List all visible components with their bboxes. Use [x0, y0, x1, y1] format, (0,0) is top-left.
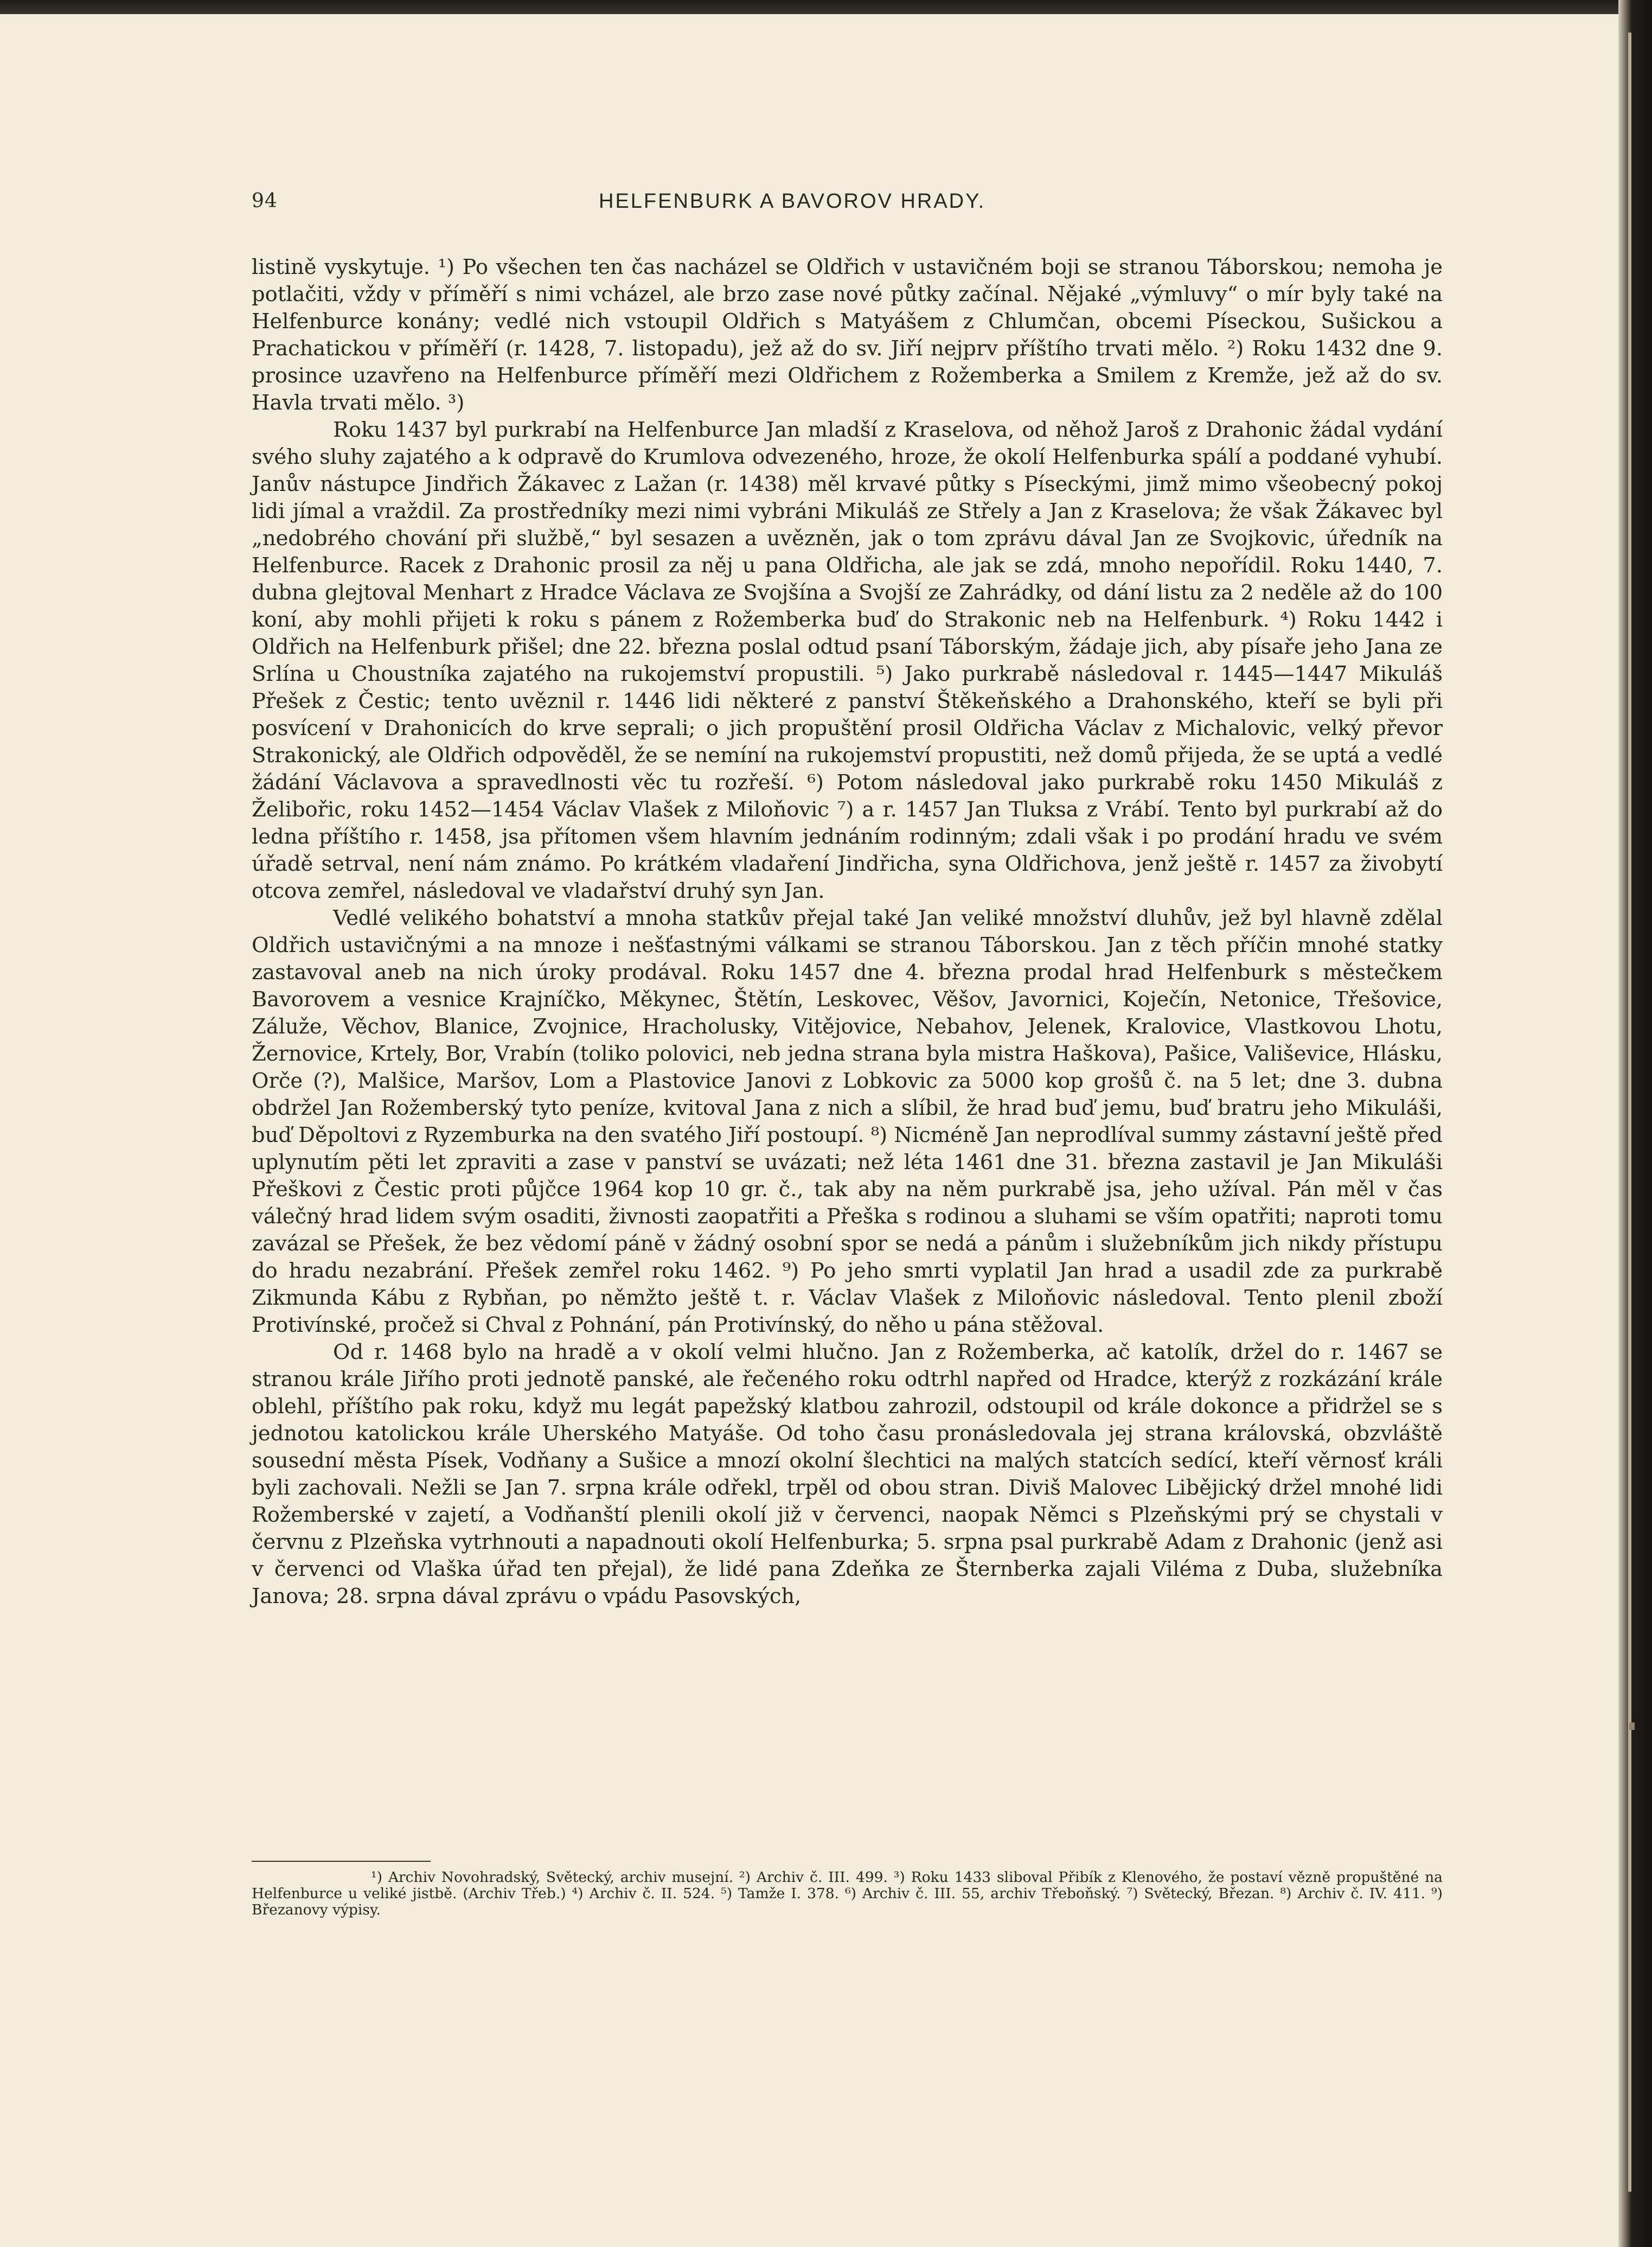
footnote-text: ¹) Archiv Novohradský, Světecký, archiv musejní. ²) Archiv č. III. 499. ³) Roku 1433 sliboval Přibík z Klenového, že postaví vězně propuštěné na Helfenburce u veliké jistbě. (Archiv Třeb.) ⁴) Archiv č. II. 524. ⁵) Tamže I. 378. ⁶) Archiv č. III. 55, archiv Třeboňský. ⁷) Světecký, Březan. ⁸) Archiv č. IV. 411. ⁹) Březanovy výpisy.: [252, 1869, 1443, 1918]
paragraph-4: Od r. 1468 bylo na hradě a v okolí velmi hlučno. Jan z Rožemberka, ač katolík, držel do r. 1467 se stranou krále Jiřího proti jednotě panské, ale řečeného roku odtrhl napřed od Hradce, kterýž z rozkázání krále oblehl, příštího pak roku, když mu legát papežský klatbou zahrozil, odstoupil od krále dokonce a přidržel se s jednotou katolickou krále Uherského Matyáše. Od toho času pronásledovala jej strana královská, obzvláště sousední města Písek, Vodňany a Sušice a mnozí okolní šlechtici na malých statcích sedící, kteří věrnosť králi byli zachovali. Nežli se Jan 7. srpna krále odřekl, trpěl od obou stran. Diviš Malovec Libějický držel mnohé lidi Rožemberské v zajetí, a Vodňanští plenili okolí již v červenci, naopak Němci s Plzeňskými prý se chystali v červnu z Plzeňska vytrhnouti a napadnouti okolí Helfenburka; 5. srpna psal purkrabě Adam z Drahonic (jenž asi v červenci od Vlaška úřad ten přejal), že lidé pana Zdeňka ze Šternberka zajali Viléma z Duba, služebníka Janova; 28. srpna dával zprávu o vpádu Pasovských,: [252, 1340, 1443, 1608]
scan-right-edge: [1618, 0, 1652, 2247]
paragraph-3: Vedlé velikého bohatství a mnoha statkův přejal také Jan veliké množství dluhův, jež byl hlavně zdělal Oldřich ustavičnými a na mnoze i nešťastnými válkami se stranou Táborskou. Jan z těch příčin mnohé statky zastavoval aneb na nich úroky prodával. Roku 1457 dne 4. března prodal hrad Helfenburk s městečkem Bavorovem a vesnice Krajníčko, Měkynec, Štětín, Leskovec, Věšov, Javornici, Koječín, Netonice, Třešovice, Záluže, Věchov, Blanice, Zvojnice, Hracholusky, Vitějovice, Nebahov, Jelenek, Kralovice, Vlastkovou Lhotu, Žernovice, Krtely, Bor, Vrabín (toliko polovici, neb jedna strana byla mistra Haškova), Pašice, Vališevice, Hlásku, Orče (?), Malšice, Maršov, Lom a Plastovice Janovi z Lobkovic za 5000 kop grošů č. na 5 let; dne 3. dubna obdržel Jan Rožemberský tyto peníze, kvitoval Jana z nich a slíbil, že hrad buď jemu, buď bratru jeho Mikuláši, buď Děpoltovi z Ryzemburka na den svatého Jiří postoupí. ⁸) Nicméně Jan neprodlíval summy zástavní ještě před uplynutím pěti let zpraviti a zase v panství se uvázati; než léta 1461 dne 31. března zastavil je Jan Mikuláši Přeškovi z Čestic proti půjčce 1964 kop 10 gr. č., tak aby na něm purkrabě jsa, jeho užíval. Pán měl v čas válečný hrad lidem svým osaditi, živnosti zaopatřiti a Přeška s rodinou a sluhami se vším opatřiti; naproti tomu zavázal se Přešek, že bez vědomí páně v žádný osobní spor se nedá a pánům i služebníkům jich nikdy přístupu do hradu nezabrání. Přešek zemřel roku 1462. ⁹) Po jeho smrti vyplatil Jan hrad a usadil zde za purkrabě Zikmunda Kábu z Rybňan, po němžto ještě t. r. Václav Vlašek z Miloňovic následoval. Tento plenil zboží Protivínské, pročež si Chval z Pohnání, pán Protivínský, do něho u pána stěžoval.: [252, 906, 1443, 1337]
footnotes: [252, 1869, 1443, 1918]
scan-mark: [1629, 1722, 1635, 1730]
binding-strip: [1628, 33, 1631, 2192]
running-title: HELFENBURK A BAVOROV HRADY.: [599, 190, 986, 213]
paragraph-2: Roku 1437 byl purkrabí na Helfenburce Jan mladší z Kraselova, od něhož Jaroš z Drahonic žádal vydání svého sluhy zajatého a k odpravě do Krumlova odvezeného, hroze, že okolí Helfenburka spálí a poddané vyhubí. Janův nástupce Jindřich Žákavec z Lažan (r. 1438) měl krvavé půtky s Píseckými, jimž mimo všeobecný pokoj lidi jímal a vraždil. Za prostředníky mezi nimi vybráni Mikuláš ze Střely a Jan z Kraselova; že však Žákavec byl „nedobrého chování při službě,“ byl sesazen a uvězněn, jak o tom zprávu dával Jan ze Svojkovic, úředník na Helfenburce. Racek z Drahonic prosil za něj u pana Oldřicha, ale jak se zdá, mnoho nepořídil. Roku 1440, 7. dubna glejtoval Menhart z Hradce Václava ze Svojšína a Svojší ze Zahrádky, od dání listu za 2 neděle až do 100 koní, aby mohli přijeti k roku s pánem z Rožemberka buď do Strakonic neb na Helfenburk. ⁴) Roku 1442 i Oldřich na Helfenburk přišel; dne 22. března poslal odtud psaní Táborským, žádaje jich, aby písaře jeho Jana ze Srlína u Choustníka zajatého na rukojemství propustili. ⁵) Jako purkrabě následoval r. 1445—1447 Mikuláš Přešek z Čestic; tento uvěznil r. 1446 lidi některé z panství Štěkeňského a Drahonského, kteří se byli při posvícení v Drahonicích do krve seprali; o jich propuštění prosil Oldřicha Václav z Michalovic, velký převor Strakonický, ale Oldřich odpověděl, že se nemíní na rukojemství propustiti, než domů přijeda, že se uptá a vedlé žádání Václavova a spravedlnosti věc tu rozřeší. ⁶) Potom následoval jako purkrabě roku 1450 Mikuláš z Želibořic, roku 1452—1454 Václav Vlašek z Miloňovic ⁷) a r. 1457 Jan Tluksa z Vrábí. Tento byl purkrabí až do ledna příštího r. 1458, jsa přítomen všem hlavním jednáním rodinným; zdali však i po prodání hradu ve svém úřadě setrval, není nám známo. Po krátkém vladaření Jindřicha, syna Oldřichova, jenž ještě r. 1457 za živobytí otcova zemřel, následoval ve vladařství druhý syn Jan.: [252, 418, 1443, 903]
body-text: [252, 254, 1443, 1610]
page-number: 94: [252, 190, 278, 212]
page-header: [252, 190, 1445, 222]
footnote-divider: [252, 1861, 431, 1862]
scan-top-edge: [0, 0, 1652, 14]
paragraph-1: listině vyskytuje. ¹) Po všechen ten čas nacházel se Oldřich v ustavičném boji se stranou Táborskou; nemoha je potlačiti, vždy v příměří s nimi vcházel, ale brzo zase nové půtky začínal. Nějaké „výmluvy“ o mír byly také na Helfenburce konány; vedlé nich vstoupil Oldřich s Matyášem z Chlumčan, obcemi Píseckou, Sušickou a Prachatickou v příměří (r. 1428, 7. listopadu), jež až do sv. Jiří nejprv příštího trvati mělo. ²) Roku 1432 dne 9. prosince uzavřeno na Helfenburce příměří mezi Oldřichem z Rožemberka a Smilem z Kremže, jež až do sv. Havla trvati mělo. ³): [252, 255, 1443, 415]
